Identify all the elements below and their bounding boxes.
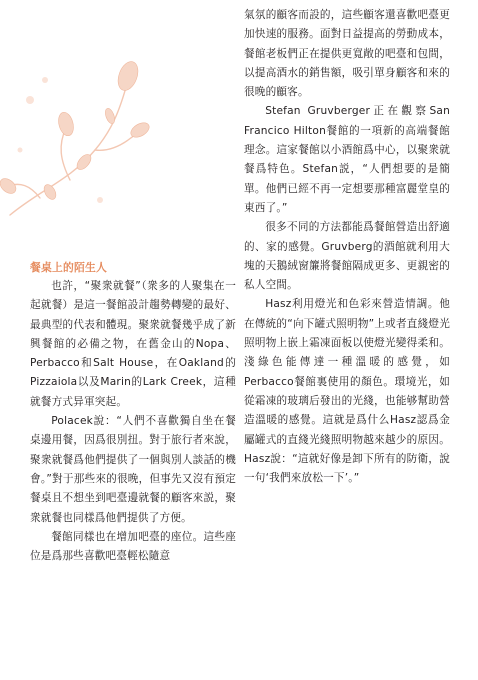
paragraph: 也許，“聚衆就餐”（衆多的人聚集在一起就餐）是這一餐館設計趨勢轉變的最好、最典型的代表和體現。聚衆就餐幾乎成了新興餐館的必備之物，在舊金山的Nopa、Perbacco和Salt House，在Oakland的Pizzaiola以及Marin的Lark Creek，這種就餐方式异軍突起。: [30, 280, 236, 408]
paragraph: Stefan Gruvberger正在觀察San Francico Hilton餐館的一項新的高端餐館理念。這家餐館以小酒館爲中心，以聚衆就餐爲特色。Stefan説，“人們想要的是簡單。他們已經不再一定想要那種富麗堂皇的東西了。”: [244, 105, 450, 214]
section-heading: 餐桌上的陌生人: [30, 261, 107, 274]
left-column: [30, 258, 236, 566]
right-column: [244, 6, 450, 488]
paragraph: 很多不同的方法都能爲餐館營造出舒適的、家的感覺。Gruvberg的酒館就利用大塊的天鵝絨窗簾將餐館隔成更多、更親密的私人空間。: [244, 221, 450, 292]
floral-ornament-icon: [0, 40, 150, 250]
paragraph: Hasz利用燈光和色彩來營造情調。他在傳統的“向下罐式照明物”上或者直綫燈光照明物上嵌上霜凍面板以使燈光變得柔和。淺綠色能傳達一種溫暖的感覺，如Perbacco餐館裏使用的顏色。環境光，如從霜凍的玻璃后發出的光綫，也能够幫助營造溫暖的感覺。這就是爲什么Hasz認爲金屬罐式的直綫光綫照明物越來越少的原因。Hasz說：“這就好像是卸下所有的防衛，說一句‘我們來放松一下’。”: [244, 298, 450, 485]
paragraph: Polacek說：“人們不喜歡獨自坐在餐桌邊用餐，因爲很別扭。對于旅行者來說，聚衆就餐爲他們提供了一個與別人談話的機會。”對于那些來的很晚，但事先又沒有預定餐桌且不想坐到吧臺邊就餐的顧客來説，聚衆就餐也同樣爲他們提供了方便。: [30, 415, 236, 524]
paragraph: 餐館同樣也在增加吧臺的座位。這些座位是爲那些喜歡吧臺輕松隨意: [30, 530, 236, 563]
paragraph: 氣氛的顧客而設的，這些顧客還喜歡吧臺更加快速的服務。面對日益提高的勞動成本，餐館老板們正在提供更寬敞的吧臺和包間，以提高酒水的銷售額，吸引單身顧客和來的很晚的顧客。: [244, 9, 450, 99]
